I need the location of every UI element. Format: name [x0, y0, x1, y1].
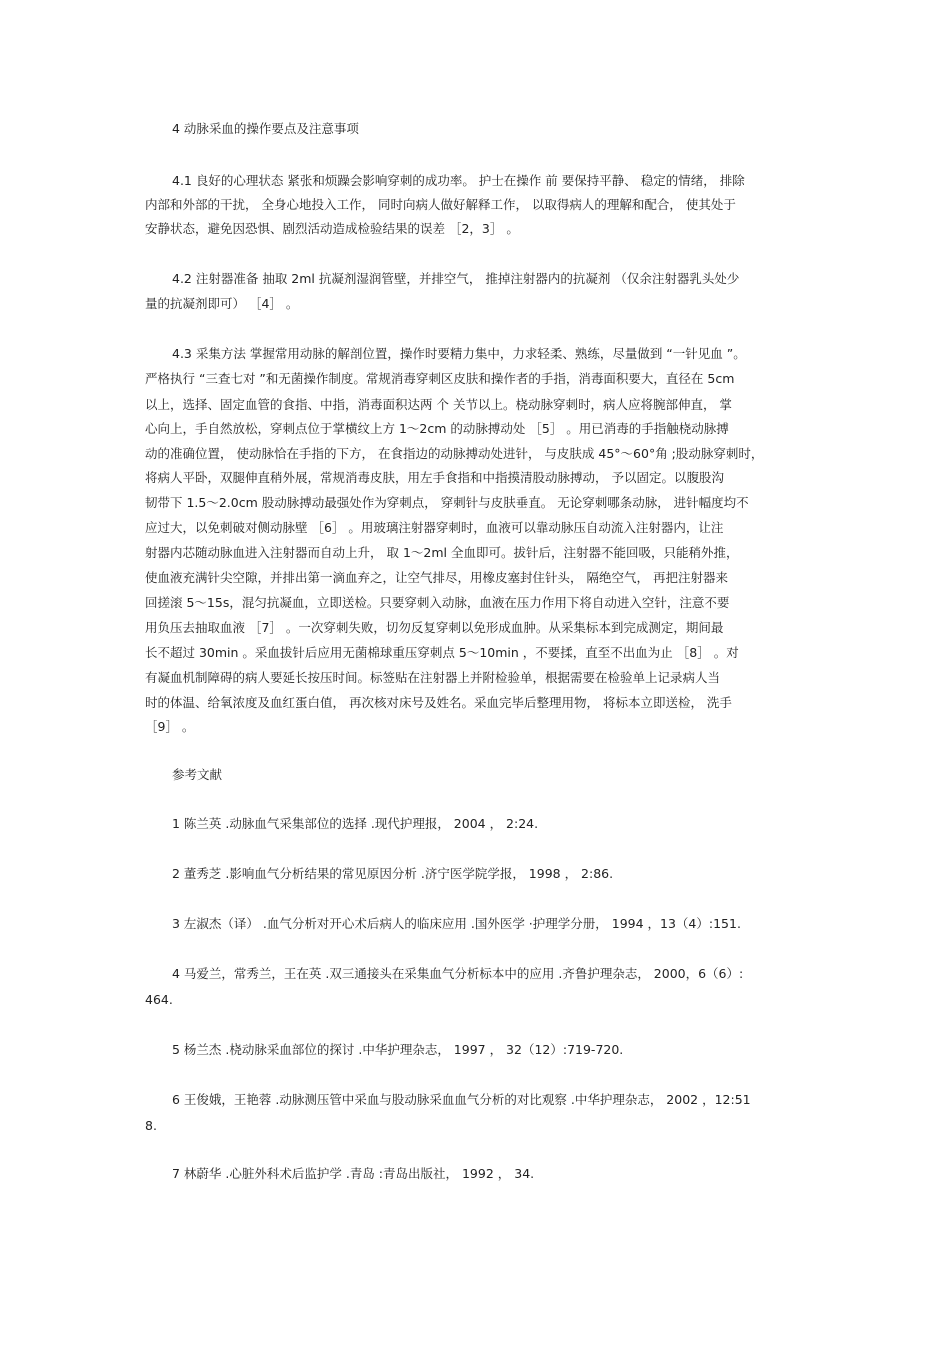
reference-item-6: 6 王俊娥，王艳蓉 .动脉测压管中采血与股动脉采血血气分析的对比观察 .中华护理杂志， 2002 ，12:51 — [172, 1092, 751, 1107]
paragraph-4-3-line-15: 时的体温、给氧浓度及血红蛋白值， 再次核对床号及姓名。采血完毕后整理用物， 将标本立即送检， 洗手 — [145, 695, 732, 710]
paragraph-4-2-line-1: 4.2 注射器准备 抽取 2ml 抗凝剂湿润管壁，并排空气， 推掉注射器内的抗凝剂 （仅余注射器乳头处少 — [172, 271, 740, 286]
paragraph-4-3-line-10: 使血液充满针尖空隙，并排出第一滴血弃之，让空气排尽，用橡皮塞封住针头， 隔绝空气， 再把注射器来 — [145, 570, 728, 585]
paragraph-4-3-line-13: 长不超过 30min 。采血拔针后应用无菌棉球重压穿刺点 5～10min ，不要揉，直至不出血为止 ［8］ 。对 — [145, 645, 739, 660]
paragraph-4-3-line-12: 用负压去抽取血液 ［7］ 。一次穿刺失败，切勿反复穿刺以免形成血肿。从采集标本到完成测定，期间最 — [145, 620, 724, 635]
paragraph-4-3-line-11: 回搓滚 5～15s，混匀抗凝血，立即送检。只要穿刺入动脉，血液在压力作用下将自动进入空针，注意不要 — [145, 595, 730, 610]
paragraph-4-3-line-3: 以上，选择、固定血管的食指、中指，消毒面积达两 个 关节以上。桡动脉穿刺时，病人应将腕部伸直， 掌 — [145, 397, 732, 412]
reference-item-6-continuation: 8. — [145, 1118, 157, 1133]
paragraph-4-1-line-3: 安静状态，避免因恐惧、剧烈活动造成检验结果的误差 ［2，3］ 。 — [145, 221, 519, 236]
reference-item-3: 3 左淑杰（译） .血气分析对开心术后病人的临床应用 .国外医学 ·护理学分册， 1994 ，13（4）:151. — [172, 916, 741, 931]
references-title: 参考文献 — [172, 767, 223, 782]
paragraph-4-2-line-2: 量的抗凝剂即可） ［4］ 。 — [145, 296, 299, 311]
paragraph-4-3-line-6: 将病人平卧，双腿伸直稍外展，常规消毒皮肤，用左手食指和中指摸清股动脉搏动， 予以固定。以腹股沟 — [145, 470, 724, 485]
paragraph-4-3-line-14: 有凝血机制障碍的病人要延长按压时间。标签贴在注射器上并附检验单，根据需要在检验单上记录病人当 — [145, 670, 721, 685]
paragraph-4-1-line-1: 4.1 良好的心理状态 紧张和烦躁会影响穿刺的成功率。 护士在操作 前 要保持平静、 稳定的情绪， 排除 — [172, 173, 745, 188]
paragraph-4-3-line-2: 严格执行 “三查七对 ”和无菌操作制度。常规消毒穿刺区皮肤和操作者的手指，消毒面积要大，直径在 5cm — [145, 371, 735, 386]
paragraph-4-1-line-2: 内部和外部的干扰， 全身心地投入工作， 同时向病人做好解释工作， 以取得病人的理解和配合， 使其处于 — [145, 197, 736, 212]
reference-item-7: 7 林蔚华 .心脏外科术后监护学 .青岛 :青岛出版社， 1992 ， 34. — [172, 1166, 535, 1181]
section-heading: 4 动脉采血的操作要点及注意事项 — [172, 121, 359, 136]
paragraph-4-3-line-16: ［9］ 。 — [145, 719, 195, 734]
reference-item-4: 4 马爱兰，常秀兰，王在英 .双三通接头在采集血气分析标本中的应用 .齐鲁护理杂志， 2000，6（6）: — [172, 966, 744, 981]
reference-item-2: 2 董秀芝 .影响血气分析结果的常见原因分析 .济宁医学院学报， 1998 ， 2:86. — [172, 866, 614, 881]
reference-item-4-continuation: 464. — [145, 992, 173, 1007]
paragraph-4-3-line-8: 应过大，以免刺破对侧动脉壁 ［6］ 。用玻璃注射器穿刺时，血液可以靠动脉压自动流入注射器内，让注 — [145, 520, 724, 535]
paragraph-4-3-line-4: 心向上，手自然放松，穿刺点位于掌横纹上方 1～2cm 的动脉搏动处 ［5］ 。用已消毒的手指触桡动脉搏 — [145, 421, 729, 436]
paragraph-4-3-line-9: 射器内芯随动脉血进入注射器而自动上升， 取 1～2ml 全血即可。拔针后，注射器不能回吸，只能稍外推， — [145, 545, 739, 560]
reference-item-1: 1 陈兰英 .动脉血气采集部位的选择 .现代护理报， 2004 ， 2:24. — [172, 816, 539, 831]
paragraph-4-3-line-7: 韧带下 1.5～2.0cm 股动脉搏动最强处作为穿刺点， 穿刺针与皮肤垂直。 无论穿刺哪条动脉， 进针幅度均不 — [145, 495, 749, 510]
paragraph-4-3-line-1: 4.3 采集方法 掌握常用动脉的解剖位置，操作时要精力集中，力求轻柔、熟练，尽量做到 “一针见血 ”。 — [172, 346, 746, 361]
reference-item-5: 5 杨兰杰 .桡动脉采血部位的探讨 .中华护理杂志， 1997 ， 32（12）:719-720. — [172, 1042, 624, 1057]
paragraph-4-3-line-5: 动的准确位置， 使动脉恰在手指的下方， 在食指边的动脉搏动处进针， 与皮肤成 45°～60°角 ;股动脉穿刺时， — [145, 446, 764, 461]
